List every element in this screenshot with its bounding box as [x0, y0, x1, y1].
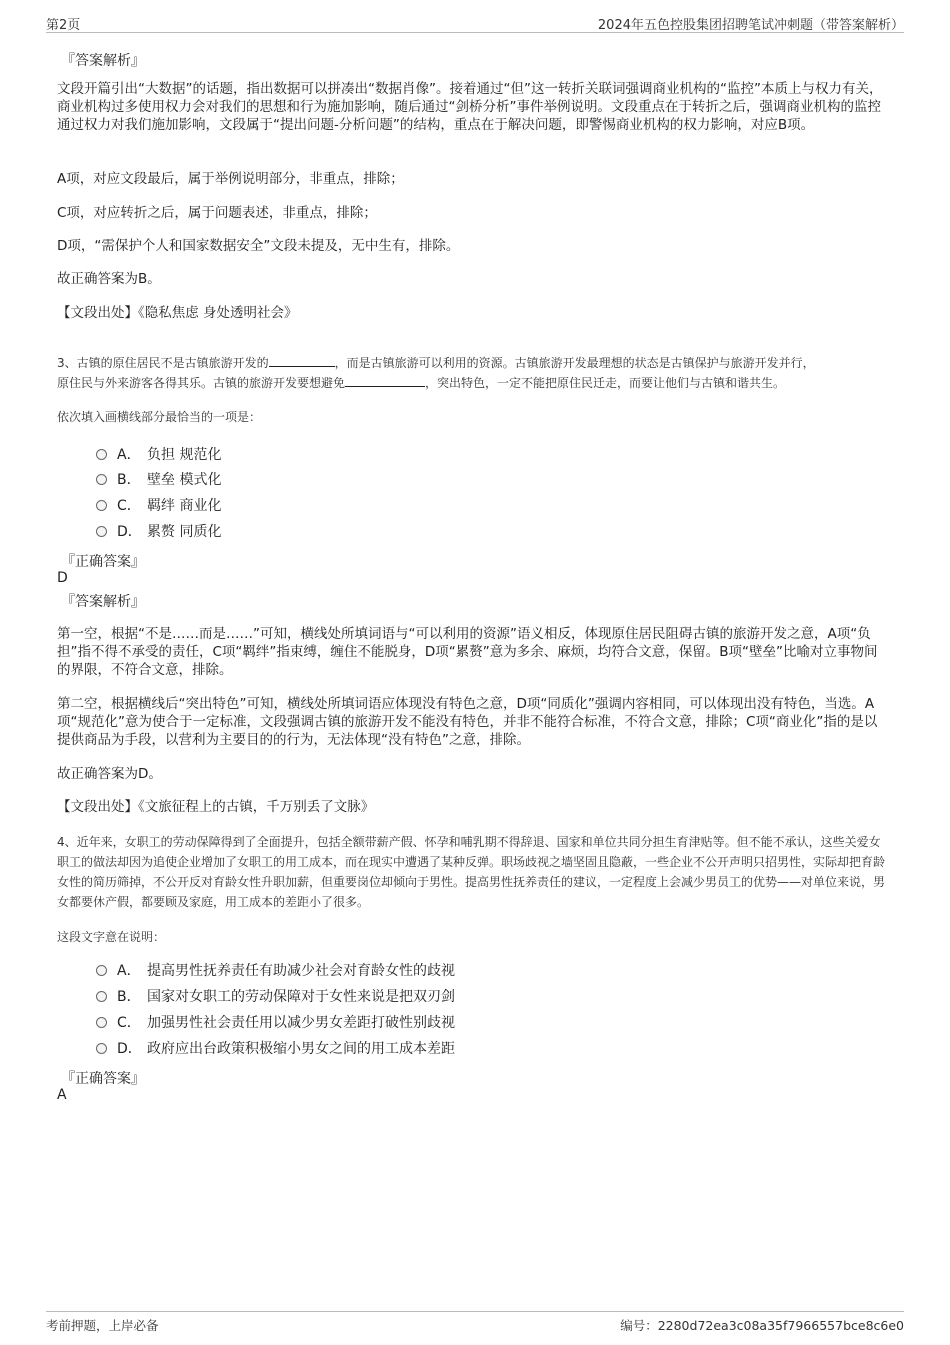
- correct-answer: D: [57, 570, 68, 586]
- radio-button[interactable]: [96, 526, 107, 537]
- question-stem: 3、古镇的原住居民不是古镇旅游开发的 ，而是古镇旅游可以利用的资源。古镇旅游开发最理想的状态是古镇保护与旅游开发并行， 原住民与外来游客各得其乐。古镇的旅游开发要想避免 ，突出特色，一定不能把原住民迁走，而要让他们与古镇和谐共生。: [57, 356, 815, 390]
- correct-answer-statement: 故正确答案为D。: [57, 766, 162, 782]
- correct-answer: A: [57, 1087, 67, 1103]
- question-prompt: 依次填入画横线部分最恰当的一项是：: [57, 410, 262, 424]
- page-number: 第2页: [46, 18, 81, 33]
- correct-answer-label: 『正确答案』: [61, 1071, 145, 1087]
- passage-source: 【文段出处】《文旅征程上的古镇，千万别丢了文脉》: [57, 799, 375, 815]
- correct-answer-label: 『正确答案』: [61, 554, 145, 570]
- analysis-paragraph: A项，对应文段最后，属于举例说明部分，非重点，排除；: [57, 171, 404, 187]
- answer-analysis-label: 『答案解析』: [61, 594, 145, 610]
- document-code: 编号：2280d72ea3c08a35f7966557bce8c6e0: [620, 1318, 904, 1333]
- analysis-paragraph: 文段开篇引出“大数据”的话题，指出数据可以拼凑出“数据肖像”。接着通过“但”这一转折关联词强调商业机构的“监控”本质上与权力有关，商业机构过多使用权力会对我们的思想和行为施加影响，随后通过“剑桥分析”事件举例说明。文段重点在于转折之后，强调商业机构的监控通过权力对我们施加影响，文段属于“提出问题-分析问题”的结构，重点在于解决问题，即警惕商业机构的权力影响，对应B项。: [57, 81, 883, 133]
- radio-button[interactable]: [96, 965, 107, 976]
- answer-analysis-label: 『答案解析』: [61, 53, 145, 69]
- radio-button[interactable]: [96, 991, 107, 1002]
- passage-source: 【文段出处】《隐私焦虑 身处透明社会》: [57, 305, 298, 321]
- footer-slogan: 考前押题，上岸必备: [46, 1318, 159, 1333]
- analysis-paragraph: C项，对应转折之后，属于问题表述，非重点，排除；: [57, 205, 377, 221]
- option-d[interactable]: D． 累赘 同质化: [96, 523, 221, 541]
- fill-blank: [269, 354, 335, 367]
- option-c[interactable]: C． 加强男性社会责任用以减少男女差距打破性别歧视: [96, 1014, 455, 1032]
- option-b[interactable]: B． 壁垒 模式化: [96, 471, 221, 489]
- radio-button[interactable]: [96, 1017, 107, 1028]
- analysis-paragraph: 第一空，根据“不是……而是……”可知，横线处所填词语与“可以利用的资源”语义相反，体现原住居民阻碍古镇的旅游开发之意，A项“负担”指不得不承受的责任，C项“羁绊”指束缚，缠住不能脱身，D项“累赘”意为多余、麻烦，均符合文意，保留。B项“壁垒”比喻对立事物间的界限，不符合文意，排除。: [57, 626, 878, 678]
- option-a[interactable]: A． 提高男性抚养责任有助减少社会对育龄女性的歧视: [96, 962, 455, 980]
- analysis-paragraph: 第二空，根据横线后“突出特色”可知，横线处所填词语应体现没有特色之意，D项“同质化”强调内容相同，可以体现出没有特色，当选。A项“规范化”意为使合于一定标准，文段强调古镇的旅游开发不能没有特色，并非不能符合标准，不符合文意，排除；C项“商业化”指的是以提供商品为手段，以营利为主要目的的行为，无法体现“没有特色”之意，排除。: [57, 696, 878, 748]
- radio-button[interactable]: [96, 1043, 107, 1054]
- question-stem: 4、近年来，女职工的劳动保障得到了全面提升，包括全额带薪产假、怀孕和哺乳期不得辞退、国家和单位共同分担生育津贴等。但不能不承认，这些关爱女职工的做法却因为追使企业增加了女职工的用工成本，而在现实中遭遇了某种反弹。职场歧视之墙坚固且隐蔽，一些企业不公开声明只招男性，实际却把育龄女性的简历筛掉，不公开反对育龄女性升职加薪，但重要岗位却倾向于男性。提高男性抚养责任的建议，一定程度上会减少男员工的优势——对单位来说，男女都要休产假，都要顾及家庭，用工成本的差距小了很多。: [57, 835, 886, 909]
- correct-answer-statement: 故正确答案为B。: [57, 271, 161, 287]
- page-header: [46, 12, 904, 33]
- question-prompt: 这段文字意在说明：: [57, 930, 166, 944]
- fill-blank: [345, 374, 425, 387]
- radio-button[interactable]: [96, 500, 107, 511]
- document-title: 2024年五色控股集团招聘笔试冲刺题（带答案解析）: [597, 18, 904, 33]
- radio-button[interactable]: [96, 474, 107, 485]
- option-d[interactable]: D． 政府应出台政策积极缩小男女之间的用工成本差距: [96, 1040, 455, 1058]
- page-footer: [46, 1311, 904, 1334]
- radio-button[interactable]: [96, 449, 107, 460]
- option-b[interactable]: B． 国家对女职工的劳动保障对于女性来说是把双刃剑: [96, 988, 455, 1006]
- analysis-paragraph: D项，“需保护个人和国家数据安全”文段未提及，无中生有，排除。: [57, 238, 460, 254]
- option-a[interactable]: A． 负担 规范化: [96, 446, 221, 464]
- option-c[interactable]: C． 羁绊 商业化: [96, 497, 221, 515]
